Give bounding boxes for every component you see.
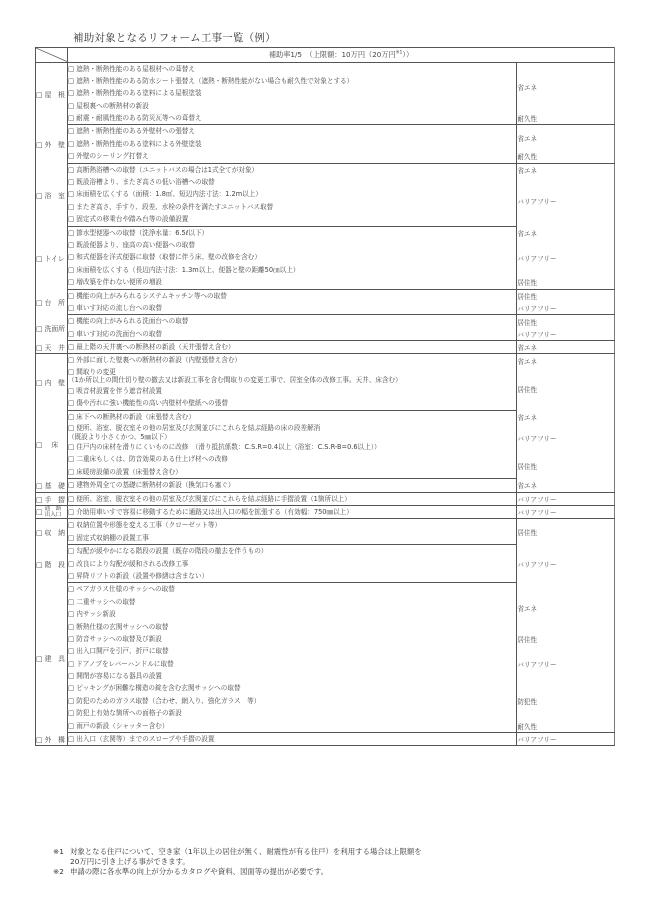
work-item[interactable]: □ 最上階の天井裏への断熱材の新設（天井張替え含む） [67,341,516,354]
table-row [36,328,615,341]
table-row [36,239,615,251]
work-item[interactable]: □ 介助用車いすで容易に移動するために通路又は出入口の幅を拡張する（有効幅：750㎜以上） [67,506,516,519]
work-item[interactable]: □ 遮熱・断熱性能のある屋根材への葺替え [67,62,516,75]
table-row [36,302,615,315]
table-row [36,423,615,441]
work-item[interactable]: □ 出入口開戸を引戸、折戸に取替 [67,645,516,657]
table-row [36,276,615,289]
work-item[interactable]: □ 防犯のためのガラス取替（合わせ、網入り、強化ガラス 等） [67,695,516,707]
subsidy-rate-header [67,48,614,63]
part-label[interactable]: □ 浴 室 [36,163,68,226]
work-item[interactable]: □ 耐震・耐風性能のある防災瓦等への葺替え [67,112,516,125]
table-row [36,583,615,596]
work-item[interactable]: □ 傷や汚れに強い機能性の高い内壁材や壁紙への張替 [67,397,516,410]
work-item[interactable]: □ 高断熱浴槽への取替（ユニットバスの場合は1式全てが対象） [67,163,516,176]
table-row [36,341,615,354]
table-row [36,315,615,328]
footnote-mark: ※1 [53,847,64,856]
work-item[interactable]: □ 遮熱・断熱性能のある防水シート張替え（遮熱・断熱性能がない場合も耐久性で対象とする） [67,75,516,87]
table-row [36,176,615,188]
work-item[interactable]: □ ペアガラス仕様のサッシへの取替 [67,583,516,596]
category-label: バリアフリー [517,492,615,505]
work-item[interactable]: □ 遮熱・断熱性能のある塗料による屋根塗装 [67,87,516,99]
category-label: 耐久性 [517,112,615,125]
work-item[interactable]: □ 遮熱・断熱性能のある塗料による外壁塗装 [67,138,516,150]
part-label[interactable]: □ トイレ [36,226,68,289]
table-row [36,506,615,519]
category-label: 居住性 [517,276,615,289]
category-label: 居住性 [517,367,615,410]
table-row [36,733,615,746]
work-item-note: （1か所以上の間仕切り壁の撤去又は新設工事を含む間取りの変更工事で、居室全体の改修工事。天井、床含む） [67,376,402,385]
work-item[interactable]: □ 既設便器より、座高の高い便器への取替 [67,239,516,251]
work-item[interactable]: □ 増改築を伴わない便所の増設 [67,276,516,289]
category-label: 省エネ [517,226,615,239]
part-label[interactable]: □ 天 井 [36,341,68,354]
table-row [36,62,615,75]
table-row [36,226,615,239]
table-row [36,453,615,465]
work-item[interactable]: □ 外壁のシーリング打替え [67,150,516,163]
footnote-ref: ※1 [395,50,403,56]
work-item[interactable]: □ 防犯上有効な箇所への面格子の新設 [67,707,516,719]
work-item[interactable]: □ 機能の向上がみられる洗面台への取替 [67,315,516,328]
subsidy-rate-text: 補助率1/5 （上限額：10万円（20万円 [268,49,396,59]
work-item[interactable]: □ 固定式収納棚の設置工事 [67,532,516,545]
category-label: バリアフリー [517,545,615,583]
category-label: 防犯性 [517,682,615,719]
work-item[interactable]: □ 節水型便器への取替（洗浄水量：6.5ℓ以下） [67,226,516,239]
work-item[interactable]: □ 防音サッシへの取替及び新設 [67,633,516,645]
work-item[interactable]: □ 勾配が緩やかになる階段の設置（既存の階段の撤去を伴うもの） [67,545,516,558]
category-label: 居住性 [517,315,615,328]
footnote [53,847,422,867]
work-item[interactable]: □ 吸音材設置を伴う遮音材設置 [67,385,516,397]
work-item[interactable]: □ 内サッシ新設 [67,608,516,620]
category-label: 居住性 [517,633,615,645]
work-item[interactable]: □ 車いす対応の洗面台への取替 [67,328,516,341]
category-label: 省エネ [517,125,615,150]
category-label: バリアフリー [517,733,615,746]
table-row [36,645,615,657]
footnote [53,867,422,877]
work-item-note: （既設より小さくかつ、5㎜以下） [67,432,171,441]
work-item[interactable]: □ 床面積を広くする（長辺内法寸法：1.3m以上、便器と壁の距離50㎝以上） [67,264,516,276]
work-item[interactable]: □ 建物外周全ての基礎に断熱材の新設（換気口も塞ぐ） [67,479,516,492]
work-item[interactable]: □ 固定式の移乗台や踏み台等の設備設置 [67,213,516,226]
table-row [36,492,615,505]
footnote-mark: ※2 [53,867,64,876]
work-item[interactable]: □ 住戸内の床材を滑りにくいものに改修 （滑り抵抗係数：C.S.R=0.4以上（浴室：C.S.R-B=0.6以上）） [67,441,516,453]
work-item[interactable]: □ 二重サッシへの取替 [67,596,516,608]
footnote-text: 対象となる住戸について、空き家（1年以上の居住が無く、耐震性が有る住戸）を利用する場合は上限額を 20万円に引き上げる事ができます。 [70,847,422,866]
table-row [36,682,615,694]
table-row [36,125,615,138]
work-item[interactable]: □ ドアノブをレバーハンドルに取替 [67,658,516,670]
work-item[interactable]: □ 収納位置や形態を変える工事（クローゼット等） [67,519,516,532]
work-item[interactable]: □ 二重床もしくは、防音効果のある仕上げ材への改修 [67,453,516,465]
table-row [36,150,615,163]
diagonal-corner-cell [36,48,68,63]
work-item[interactable]: □ 遮熱・断熱性能のある外壁材への張替え [67,125,516,138]
work-item[interactable]: □ 機能の向上がみられるシステムキッチン等への取替 [67,289,516,302]
work-item[interactable]: □ 既設浴槽より、またぎ高さの低い浴槽への取替 [67,176,516,188]
category-label: 居住性 [517,289,615,302]
table-row [36,633,615,645]
work-item[interactable]: □ 断熱仕様の玄関サッシへの取替 [67,621,516,633]
category-label: 省エネ [517,62,615,112]
category-label: 省エネ [517,583,615,633]
part-label[interactable]: □ 階 段 [36,545,68,583]
table-row [36,519,615,532]
work-item[interactable]: □ 床暖房設備の設置（床張替え含む） [67,466,516,479]
category-label: バリアフリー [517,506,615,519]
category-label: バリアフリー [517,302,615,315]
table-row [36,720,615,733]
part-label[interactable]: □ 屋 根 [36,62,68,125]
category-label: バリアフリー [517,328,615,341]
work-item[interactable]: □ ピッキングが困難な構造の錠を含む玄関サッシへの取替 [67,682,516,694]
subsidy-rate-close: ）） [402,49,414,59]
work-item[interactable]: □ 車いす対応の流し台への取替 [67,302,516,315]
part-label[interactable]: □ 基 礎 [36,479,68,492]
table-row [36,545,615,558]
footnote-text: 申請の際に各水準の向上が分かるカタログや資料、図面等の提出が必要です。 [70,867,329,876]
category-label: バリアフリー [517,645,615,682]
category-label: 居住性 [517,453,615,478]
table-row [36,410,615,423]
category-label: 省エネ [517,479,615,492]
part-label[interactable]: □ 洗面所 [36,315,68,341]
work-item[interactable]: □ 出入口（玄関等）までのスロープや手摺の設置 [67,733,516,746]
reform-works-table [35,47,615,746]
work-item[interactable]: □ 昇降リフトの新設（設置や修繕は含まない） [67,570,516,583]
category-label: バリアフリー [517,239,615,276]
part-label-stacked: 通 路 出入口 [44,506,62,519]
work-item[interactable]: □ 間取りの変更 （1か所以上の間仕切り壁の撤去又は新設工事を含む間取りの変更工事で、居室全体の改修工事。天井、床含む） [67,367,516,385]
table-row [36,163,615,176]
work-item[interactable]: □ 便所、浴室、脱衣室その他の居室及び玄関並びにこれらを結ぶ経路の床の段差解消 （既設より小さくかつ、5㎜以下） [67,423,516,441]
part-label[interactable]: □ 建 具 [36,583,68,733]
table-row [36,289,615,302]
category-label: 省エネ [517,354,615,367]
part-label[interactable]: □ 収 納 [36,519,68,545]
category-label: 省エネ [517,341,615,354]
part-label[interactable]: □ 手 摺 [36,492,68,505]
table-row [36,367,615,385]
work-item[interactable]: □ 屋根裏への断熱材の新設 [67,100,516,112]
part-label[interactable]: □ 外 構 [36,733,68,746]
work-item[interactable]: □ 外部に面した壁裏への断熱材の新設（内壁張替え含む） [67,354,516,367]
category-label: 耐久性 [517,150,615,163]
work-item[interactable]: □ 開閉が容易になる器具の設置 [67,670,516,682]
work-item[interactable]: □ 和式便器を洋式便器に取替（取替に伴う床、壁の改修を含む） [67,251,516,263]
table-row [36,354,615,367]
footnotes [53,847,422,877]
work-item[interactable]: □ 床下への断熱材の新設（床張替え含む） [67,410,516,423]
part-label[interactable]: □ 台 所 [36,289,68,315]
table-row [36,479,615,492]
category-label: 耐久性 [517,720,615,733]
part-label[interactable]: □ 床 [36,410,68,479]
category-label: バリアフリー [517,423,615,453]
work-item[interactable]: □ 改良により勾配が緩和される改修工事 [67,558,516,570]
table-row [36,112,615,125]
part-label[interactable]: □ 外 壁 [36,125,68,163]
work-item[interactable]: □ 床面積を広くする（面積：1.8㎡、短辺内法寸法：1.2m以上） [67,188,516,200]
category-label: 省エネ [517,163,615,176]
work-item[interactable]: □ 雨戸の新設（シャッター含む） [67,720,516,733]
table-header-row [36,48,615,63]
work-item[interactable]: □ またぎ高さ、手すり、段差、水栓の条件を満たすユニットバス取替 [67,201,516,213]
category-label: バリアフリー [517,176,615,226]
category-label: 居住性 [517,519,615,545]
part-label[interactable] [36,506,68,519]
page-title: 補助対象となるリフォーム工事一覧（例） [73,32,276,44]
checkbox-icon[interactable]: □ [36,508,45,517]
part-label[interactable]: □ 内 壁 [36,354,68,410]
work-item[interactable]: □ 便所、浴室、脱衣室その他の居室及び玄関並びにこれらを結ぶ経路に手摺設置（1箇所以上） [67,492,516,505]
category-label: 省エネ [517,410,615,423]
